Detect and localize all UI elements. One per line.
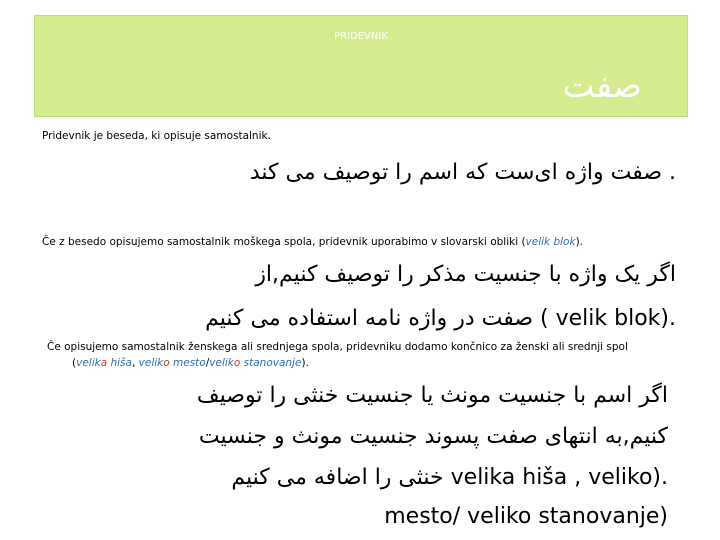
masculine-example: velik blok bbox=[525, 236, 576, 248]
example-3-ending: o bbox=[233, 357, 241, 369]
example-1-ending: a bbox=[100, 357, 108, 369]
definition-slovene: Pridevnik je beseda, ki opisuje samostalnik. bbox=[42, 130, 271, 142]
slide-title: PRIDEVNIK bbox=[334, 31, 388, 42]
example-veliko-mesto bbox=[139, 357, 206, 369]
feminine-rule-slovene-line-2 bbox=[72, 357, 309, 369]
feminine-rule-persian-line-3: .(velika hiša , veliko خنثی را اضافه می کنیم bbox=[231, 465, 668, 490]
masculine-rule-persian-line-1: اگر یک واژه با جنسیت مذکر را توصیف کنیم,از bbox=[255, 262, 676, 287]
masculine-rule-slovene bbox=[42, 236, 583, 248]
feminine-rule-persian-line-2: کنیم,به انتهای صفت پسوند جنسیت مونث و جنسیت bbox=[198, 424, 668, 449]
separator-1: , bbox=[131, 357, 139, 369]
masculine-rule-persian-line-2: .(velik blok ) صفت در واژه نامه استفاده می کنیم bbox=[205, 306, 676, 331]
feminine-rule-persian-line-4: mesto/ veliko stanovanje) bbox=[384, 504, 668, 529]
example-3-stem: velik bbox=[209, 357, 234, 369]
example-2-ending: o bbox=[163, 357, 170, 369]
definition-persian: . صفت واژه ای‌ست که اسم را توصیف می کند bbox=[249, 160, 676, 185]
masculine-rule-text: Če z besedo opisujemo samostalnik moškega spola, pridevnik uporabimo v slovarski obliki ( bbox=[42, 236, 526, 248]
example-3-noun: stanovanje bbox=[240, 357, 302, 369]
slide-heading-persian: صفت bbox=[562, 66, 642, 106]
paren-close: ). bbox=[301, 357, 309, 369]
feminine-rule-persian-line-1: اگر اسم با جنسیت مونث یا جنسیت خنثی را توصیف bbox=[196, 383, 668, 408]
masculine-rule-end: ). bbox=[575, 236, 583, 248]
feminine-rule-slovene-line-1: Če opisujemo samostalnik ženskega ali srednjega spola, pridevniku dodamo končnico za ženski ali srednji spol bbox=[47, 341, 628, 353]
paren-open: ( bbox=[72, 357, 77, 369]
example-veliko-stanovanje bbox=[209, 357, 301, 369]
example-1-stem: velik bbox=[76, 357, 101, 369]
example-velika-hisa bbox=[76, 357, 132, 369]
example-2-noun: mesto bbox=[169, 357, 206, 369]
example-1-noun: hiša bbox=[107, 357, 132, 369]
title-banner bbox=[34, 15, 688, 117]
separator-2: / bbox=[205, 357, 210, 369]
example-2-stem: velik bbox=[138, 357, 164, 369]
